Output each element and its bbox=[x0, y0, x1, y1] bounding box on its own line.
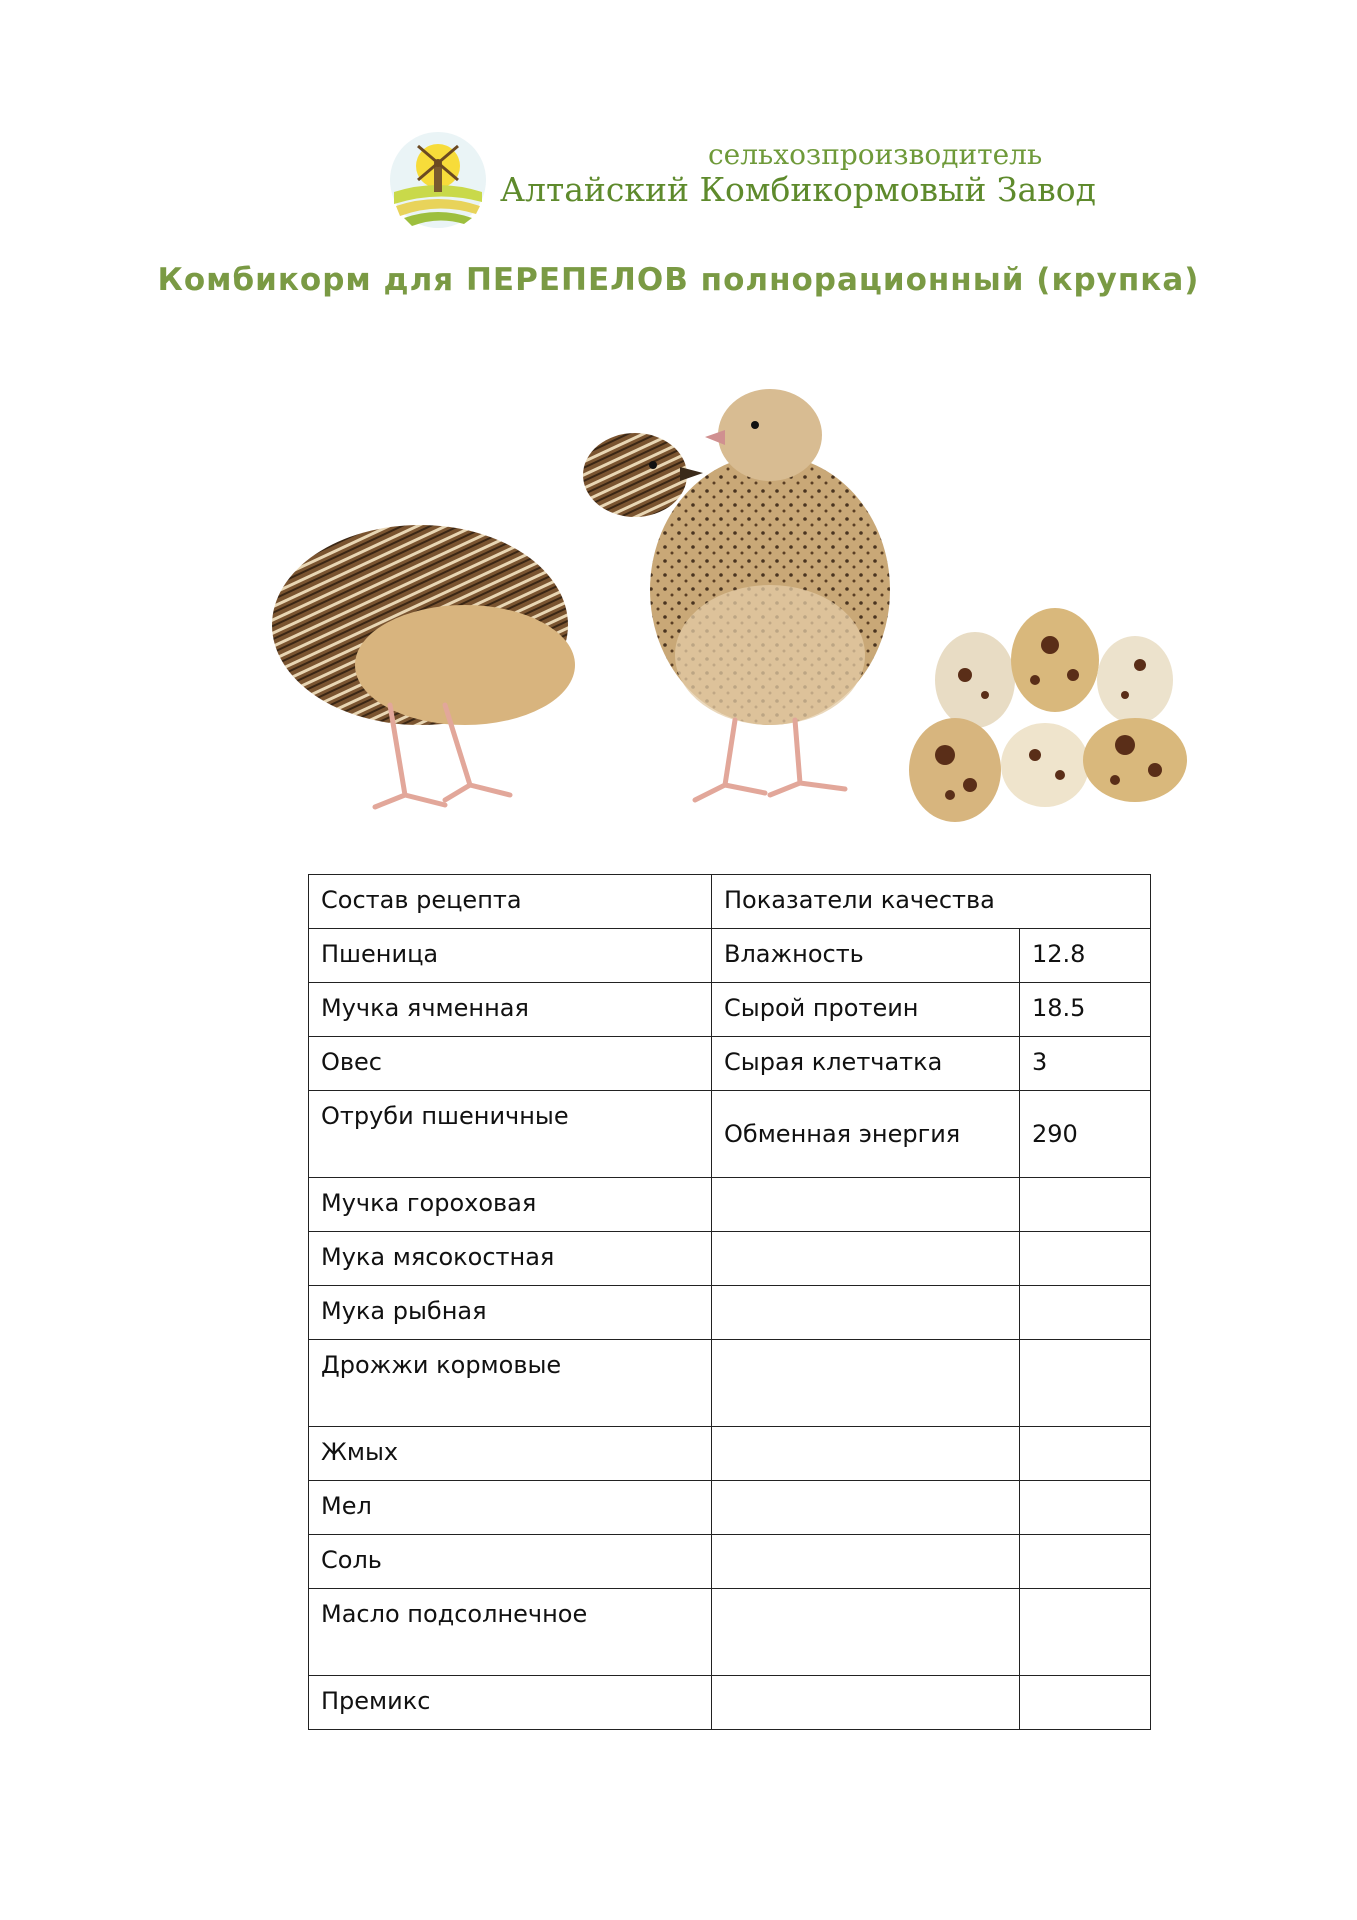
table-header-row bbox=[309, 875, 1151, 929]
empty-cell bbox=[1020, 1427, 1151, 1481]
header-quality: Показатели качества bbox=[712, 875, 1151, 929]
empty-cell bbox=[712, 1589, 1020, 1676]
ingredient-cell: Соль bbox=[309, 1535, 712, 1589]
empty-cell bbox=[712, 1676, 1020, 1730]
table-row bbox=[309, 1232, 1151, 1286]
table-row bbox=[309, 1535, 1151, 1589]
page-title: Комбикорм для ПЕРЕПЕЛОВ полнорационный (крупка) bbox=[157, 262, 1200, 298]
empty-cell bbox=[1020, 1232, 1151, 1286]
ingredient-cell: Жмых bbox=[309, 1427, 712, 1481]
company-logo bbox=[388, 130, 1096, 234]
header-recipe: Состав рецепта bbox=[309, 875, 712, 929]
empty-cell bbox=[712, 1535, 1020, 1589]
empty-cell bbox=[1020, 1178, 1151, 1232]
quality-value-cell: 290 bbox=[1020, 1091, 1151, 1178]
table-row bbox=[309, 1589, 1151, 1676]
quality-name-cell: Сырой протеин bbox=[712, 983, 1020, 1037]
empty-cell bbox=[712, 1178, 1020, 1232]
empty-cell bbox=[712, 1340, 1020, 1427]
quality-name-cell: Обменная энергия bbox=[712, 1091, 1020, 1178]
ingredient-cell: Овес bbox=[309, 1037, 712, 1091]
empty-cell bbox=[1020, 1589, 1151, 1676]
empty-cell bbox=[712, 1481, 1020, 1535]
spec-table bbox=[308, 874, 1151, 1730]
ingredient-cell: Мучка ячменная bbox=[309, 983, 712, 1037]
empty-cell bbox=[1020, 1286, 1151, 1340]
quality-name-cell: Сырая клетчатка bbox=[712, 1037, 1020, 1091]
ingredient-cell: Мел bbox=[309, 1481, 712, 1535]
empty-cell bbox=[1020, 1676, 1151, 1730]
logo-subtitle: сельхозпроизводитель bbox=[708, 138, 1043, 171]
empty-cell bbox=[712, 1232, 1020, 1286]
quality-name-cell: Влажность bbox=[712, 929, 1020, 983]
windmill-sun-field-icon bbox=[388, 130, 488, 230]
table-row bbox=[309, 929, 1151, 983]
ingredient-cell: Премикс bbox=[309, 1676, 712, 1730]
ingredient-cell: Дрожжи кормовые bbox=[309, 1340, 712, 1427]
empty-cell bbox=[1020, 1481, 1151, 1535]
quail-eggs bbox=[909, 608, 1187, 822]
quality-value-cell: 18.5 bbox=[1020, 983, 1151, 1037]
table-row bbox=[309, 1676, 1151, 1730]
quality-value-cell: 12.8 bbox=[1020, 929, 1151, 983]
empty-cell bbox=[712, 1286, 1020, 1340]
ingredient-cell: Пшеница bbox=[309, 929, 712, 983]
left-quail bbox=[272, 433, 703, 807]
table-row bbox=[309, 1178, 1151, 1232]
table-row bbox=[309, 1286, 1151, 1340]
table-row bbox=[309, 1427, 1151, 1481]
table-row bbox=[309, 1037, 1151, 1091]
ingredient-cell: Мучка гороховая bbox=[309, 1178, 712, 1232]
quality-value-cell: 3 bbox=[1020, 1037, 1151, 1091]
quail-pair-with-eggs-illustration bbox=[255, 375, 1210, 845]
logo-company-name: Алтайский Комбикормовый Завод bbox=[500, 170, 1096, 209]
right-quail bbox=[650, 389, 890, 800]
table-row bbox=[309, 1340, 1151, 1427]
empty-cell bbox=[712, 1427, 1020, 1481]
table-row bbox=[309, 983, 1151, 1037]
table-row bbox=[309, 1091, 1151, 1178]
table-row bbox=[309, 1481, 1151, 1535]
ingredient-cell: Мука рыбная bbox=[309, 1286, 712, 1340]
empty-cell bbox=[1020, 1535, 1151, 1589]
ingredient-cell: Масло подсолнечное bbox=[309, 1589, 712, 1676]
ingredient-cell: Мука мясокостная bbox=[309, 1232, 712, 1286]
empty-cell bbox=[1020, 1340, 1151, 1427]
ingredient-cell: Отруби пшеничные bbox=[309, 1091, 712, 1178]
